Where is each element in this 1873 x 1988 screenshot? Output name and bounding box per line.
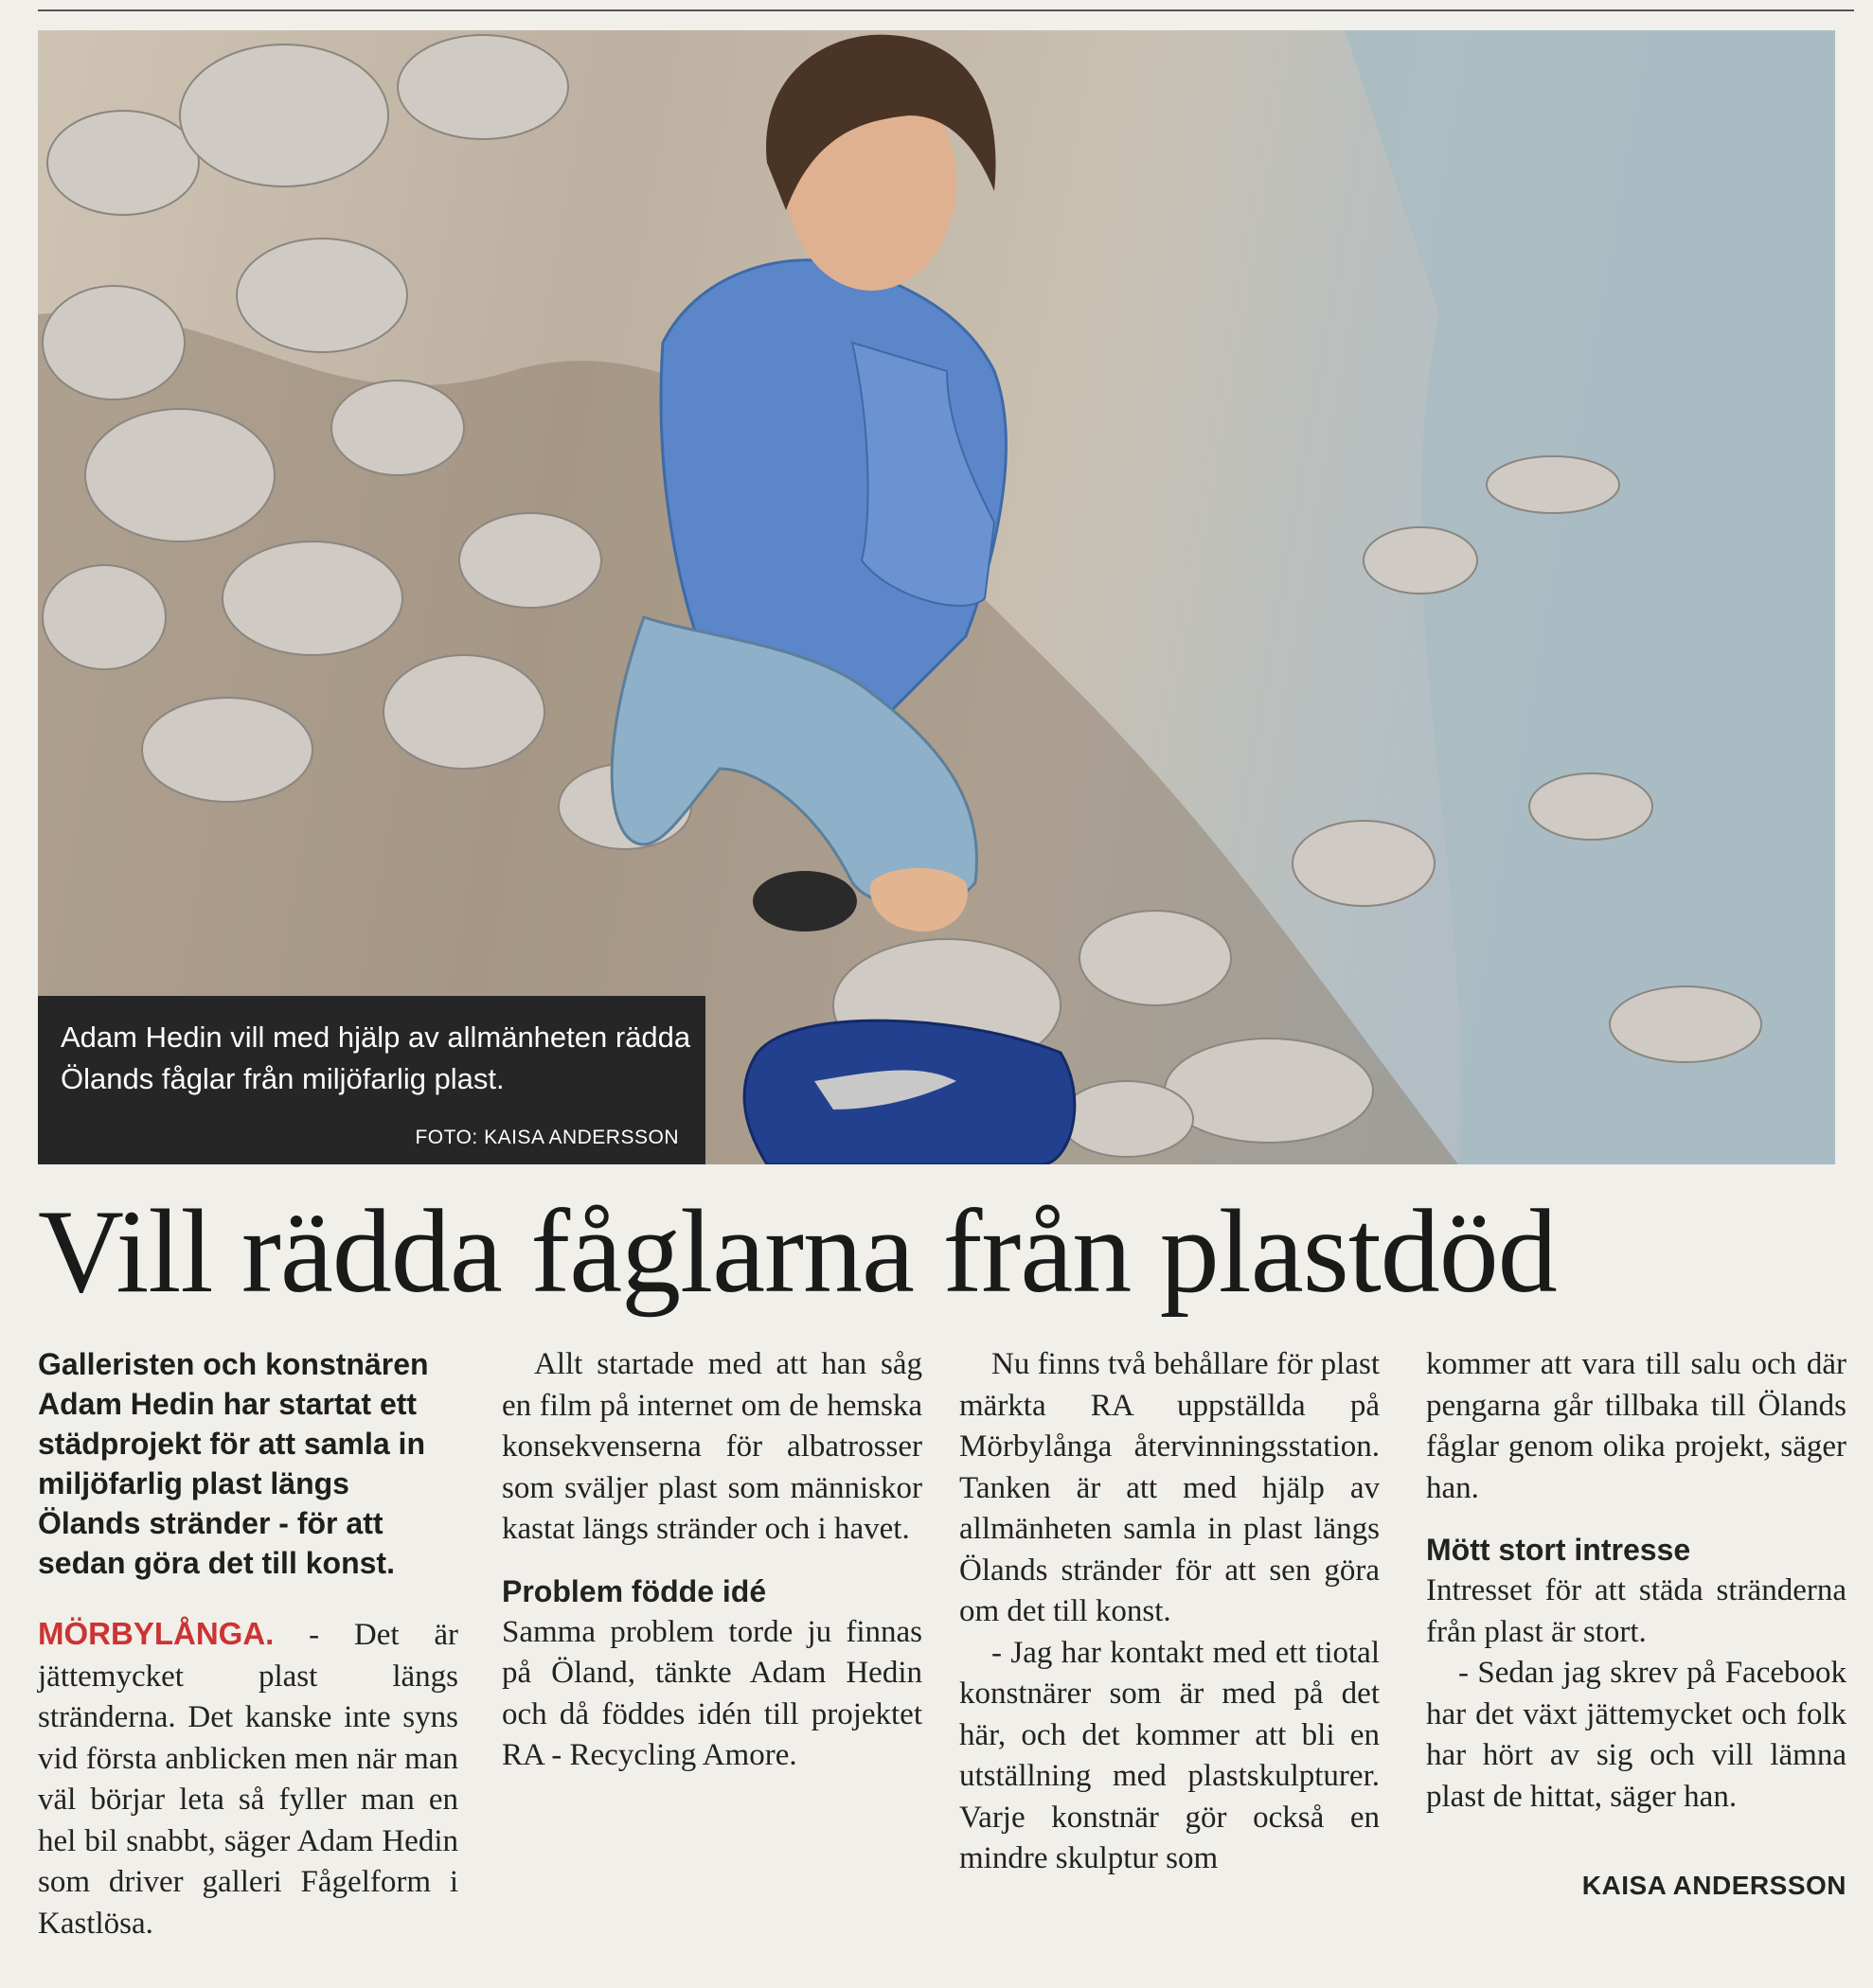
lead-paragraph: Galleristen och konstnären Adam Hedin har startat ett städprojekt för att samla in miljöfarlig plast längs Ölands stränder - för att sedan göra det till konst.	[38, 1347, 429, 1580]
column-3	[959, 1344, 1380, 1880]
photo-illustration	[38, 30, 1835, 1164]
paragraph-2: Allt startade med att han såg en film på internet om de hemska konsekvenserna för albatrosser som sväljer plast som människor kastat längs stränder och i havet.	[502, 1347, 922, 1546]
article-photo	[38, 30, 1835, 1164]
first-paragraph	[38, 1613, 458, 1944]
top-rule	[38, 9, 1854, 11]
column-1	[38, 1344, 458, 1944]
headline: Vill rädda fåglarna från plastdöd	[38, 1186, 1557, 1318]
photo-credit: FOTO: KAISA ANDERSSON	[415, 1127, 679, 1148]
column-2	[502, 1344, 922, 1777]
paragraph-1-text: - Det är jättemycket plast längs stränderna. Det kanske inte syns vid första anblicken men när man väl börjar leta så fyller man en hel bil snabbt, säger Adam Hedin som driver galleri Fågelform i Kastlösa.	[38, 1618, 458, 1941]
paragraph-3: Samma problem torde ju finnas på Öland, tänkte Adam Hedin och då föddes idén till projektet RA - Recycling Amore.	[502, 1614, 922, 1772]
paragraph-6: Intresset för att städa stränderna från plast är stort.	[1426, 1573, 1846, 1649]
subhead-interest: Mött stort intresse	[1426, 1533, 1691, 1567]
paragraph-5: - Jag har kontakt med ett tiotal konstnärer som är med på det här, och det kommer att bli en utställning med plastskulpturer. Varje konstnär gör också en mindre skulptur som	[959, 1635, 1380, 1875]
subhead-problem: Problem födde idé	[502, 1573, 767, 1608]
paragraph-7: - Sedan jag skrev på Facebook har det växt jättemycket och folk har hört av sig och vill lämna plast de hittat, säger han.	[1426, 1656, 1846, 1814]
column-4	[1426, 1344, 1846, 1907]
photo-caption-box	[38, 996, 705, 1164]
byline: KAISA ANDERSSON	[1581, 1871, 1846, 1900]
paragraph-5-continued: kommer att vara till salu och där pengarna går tillbaka till Ölands fåglar genom olika projekt, säger han.	[1426, 1347, 1846, 1505]
paragraph-4: Nu finns två behållare för plast märkta RA uppställda på Mörbylånga återvinningsstation. Tanken är att med hjälp av allmänheten samla in plast längs Ölands stränder för att sen göra om det till konst.	[959, 1347, 1380, 1628]
dateline: MÖRBYLÅNGA.	[38, 1616, 275, 1651]
photo-caption: Adam Hedin vill med hjälp av allmänheten rädda Ölands fåglar från miljöfarlig plast.	[61, 1021, 691, 1095]
